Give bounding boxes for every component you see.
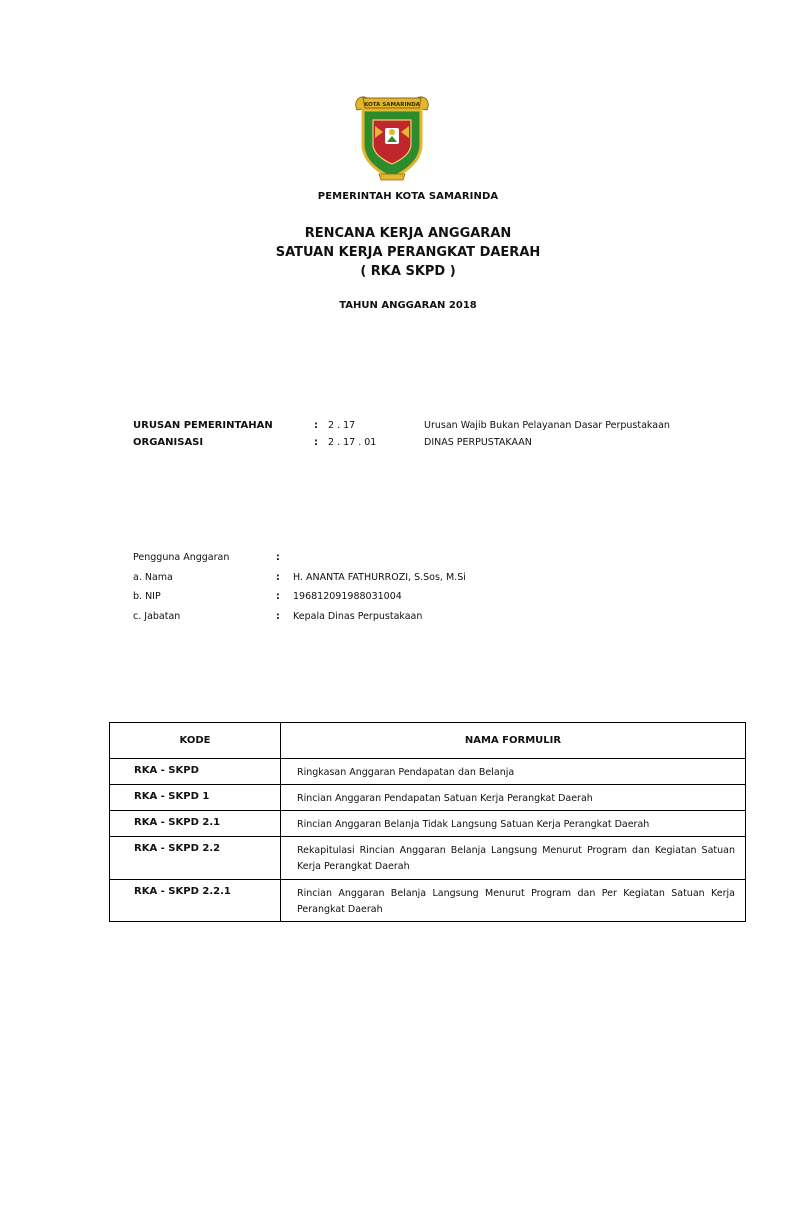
budget-user-name-value: H. ANANTA FATHURROZI, S.Sos, M.Si	[293, 571, 466, 583]
emblem-banner-text: KOTA SAMARINDA	[364, 102, 420, 108]
table-row	[110, 759, 746, 785]
budget-user-name-label: a. Nama	[133, 571, 173, 583]
urusan-description: Urusan Wajib Bukan Pelayanan Dasar Perpustakaan	[424, 420, 670, 431]
table-header-row	[110, 723, 746, 759]
table-row	[110, 811, 746, 837]
form-code-cell: RKA - SKPD 1	[110, 785, 281, 811]
table-row	[110, 880, 746, 922]
budget-user-nip-colon: :	[276, 591, 280, 603]
form-name-cell: Rincian Anggaran Belanja Tidak Langsung Satuan Kerja Perangkat Daerah	[281, 811, 746, 837]
kota-samarinda-emblem-icon	[353, 92, 431, 184]
form-name-cell: Rekapitulasi Rincian Anggaran Belanja Langsung Menurut Program dan Kegiatan Satuan Kerja Perangkat Daerah	[281, 837, 746, 880]
budget-user-name-colon: :	[276, 571, 280, 583]
document-title-line-1: RENCANA KERJA ANGGARAN	[304, 226, 512, 241]
form-name-cell: Rincian Anggaran Pendapatan Satuan Kerja Perangkat Daerah	[281, 785, 746, 811]
budget-user-position-colon: :	[276, 610, 280, 622]
document-title-line-3: ( RKA SKPD )	[360, 264, 456, 279]
form-code-cell: RKA - SKPD 2.2	[110, 837, 281, 880]
form-code-cell: RKA - SKPD	[110, 759, 281, 785]
fiscal-year: TAHUN ANGGARAN 2018	[339, 300, 477, 311]
column-header-form-name: NAMA FORMULIR	[281, 723, 746, 759]
urusan-code: 2 . 17	[328, 420, 356, 431]
table-row	[110, 785, 746, 811]
budget-user-nip-value: 196812091988031004	[293, 591, 402, 603]
document-title-line-2: SATUAN KERJA PERANGKAT DAERAH	[275, 245, 541, 260]
budget-user-heading-colon: :	[276, 552, 280, 563]
government-name: PEMERINTAH KOTA SAMARINDA	[317, 191, 499, 202]
organisasi-description: DINAS PERPUSTAKAAN	[424, 437, 532, 448]
urusan-label: URUSAN PEMERINTAHAN	[133, 420, 273, 431]
table-row	[110, 837, 746, 880]
column-header-code: KODE	[110, 723, 281, 759]
form-list-table	[109, 722, 746, 922]
organisasi-label: ORGANISASI	[133, 437, 204, 448]
form-name-cell: Ringkasan Anggaran Pendapatan dan Belanja	[281, 759, 746, 785]
organisasi-code: 2 . 17 . 01	[328, 437, 377, 448]
budget-user-heading-label: Pengguna Anggaran	[133, 552, 230, 563]
form-code-cell: RKA - SKPD 2.2.1	[110, 880, 281, 922]
form-code-cell: RKA - SKPD 2.1	[110, 811, 281, 837]
form-name-cell: Rincian Anggaran Belanja Langsung Menurut Program dan Per Kegiatan Satuan Kerja Perangkat Daerah	[281, 880, 746, 922]
budget-user-position-label: c. Jabatan	[133, 610, 181, 622]
budget-user-nip-label: b. NIP	[133, 591, 161, 603]
urusan-colon: :	[314, 420, 318, 431]
organisasi-colon: :	[314, 437, 318, 448]
budget-user-position-value: Kepala Dinas Perpustakaan	[293, 610, 423, 622]
